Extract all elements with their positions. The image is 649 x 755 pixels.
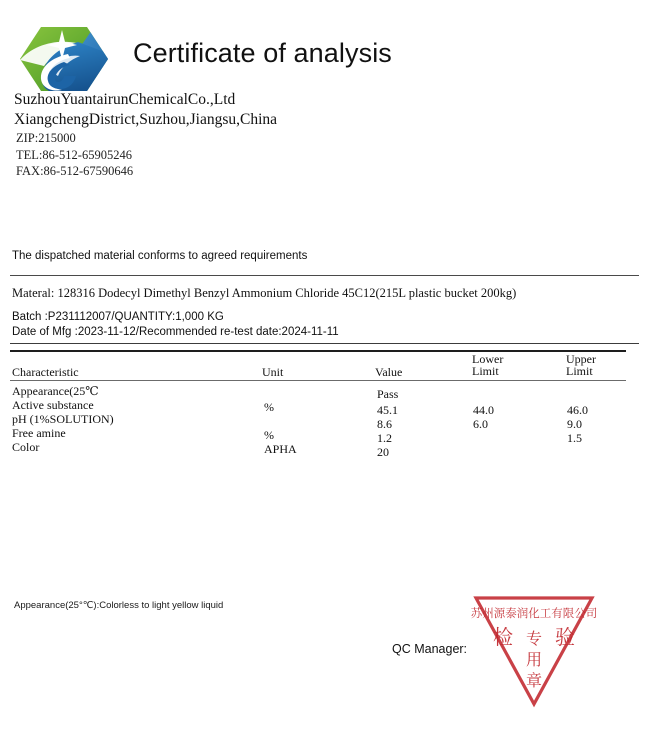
company-logo-icon [18, 24, 110, 94]
table-header-row [10, 352, 630, 380]
table-row: Appearance(25℃ [12, 384, 99, 398]
upper-limit-line1: Upper [566, 352, 596, 366]
column-header-upper-limit [566, 354, 596, 377]
page-title: Certificate of analysis [133, 38, 392, 68]
table-row: Pass [377, 387, 399, 401]
company-zip: ZIP:215000 [16, 131, 76, 145]
table-row: % [264, 428, 274, 442]
results-table [10, 352, 630, 458]
column-header-value: Value [375, 365, 403, 379]
column-header-lower-limit [472, 354, 503, 377]
appearance-note: Appearance(25°℃):Colorless to light yellow liquid [14, 600, 224, 611]
divider-above-material [10, 275, 639, 276]
lower-limit-line2: Limit [472, 363, 499, 378]
table-header-border [10, 380, 626, 381]
table-row: Free amine [12, 426, 66, 440]
company-block [14, 90, 277, 130]
batch-block [12, 310, 339, 339]
company-fax: FAX:86-512-67590646 [16, 164, 134, 178]
stamp-company-text: 苏州源泰润化工有限公司 [470, 606, 598, 620]
company-name: SuzhouYuantairunChemicalCo.,Ltd [14, 91, 236, 108]
table-row: 1.5 [567, 431, 582, 445]
stamp-center-char-3: 章 [525, 671, 543, 690]
divider-below-batch [10, 343, 639, 344]
upper-limit-line2: Limit [566, 363, 593, 378]
lower-limit-line1: Lower [472, 352, 504, 366]
stamp-left-char: 检 [493, 625, 513, 649]
batch-line: Batch :P231112007/QUANTITY:1,000 KG [12, 311, 224, 323]
table-row: 1.2 [377, 431, 392, 445]
stamp-right-char: 验 [555, 625, 575, 649]
column-header-characteristic: Characteristic [12, 365, 79, 379]
table-row: 44.0 [473, 403, 494, 417]
table-row: 6.0 [473, 417, 488, 431]
table-row: 20 [377, 445, 389, 459]
qc-manager-label: QC Manager: [392, 642, 468, 656]
table-row: pH (1%SOLUTION) [12, 412, 114, 426]
stamp-center-char-1: 专 [525, 629, 543, 648]
table-row: Color [12, 440, 40, 454]
table-row: Active substance [12, 398, 94, 412]
table-row: % [264, 400, 274, 414]
company-tel: TEL:86-512-65905246 [16, 147, 132, 162]
column-header-unit: Unit [262, 365, 284, 379]
table-row: 45.1 [377, 403, 398, 417]
contact-block [16, 130, 133, 180]
conformance-statement: The dispatched material conforms to agreed requirements [12, 250, 308, 262]
date-line: Date of Mfg :2023-11-12/Recommended re-test date:2024-11-11 [12, 325, 339, 338]
stamp-center-char-2: 用 [525, 650, 543, 669]
table-row: APHA [264, 442, 297, 456]
table-body [10, 382, 630, 458]
inspection-stamp [470, 592, 598, 710]
table-row: 46.0 [567, 403, 588, 417]
table-row: 8.6 [377, 417, 392, 431]
table-row: 9.0 [567, 417, 582, 431]
material-line: Materal: 128316 Dodecyl Dimethyl Benzyl Ammonium Chloride 45C12(215L plastic bucket 200kg) [12, 286, 517, 300]
company-address: XiangchengDistrict,Suzhou,Jiangsu,China [14, 111, 278, 128]
